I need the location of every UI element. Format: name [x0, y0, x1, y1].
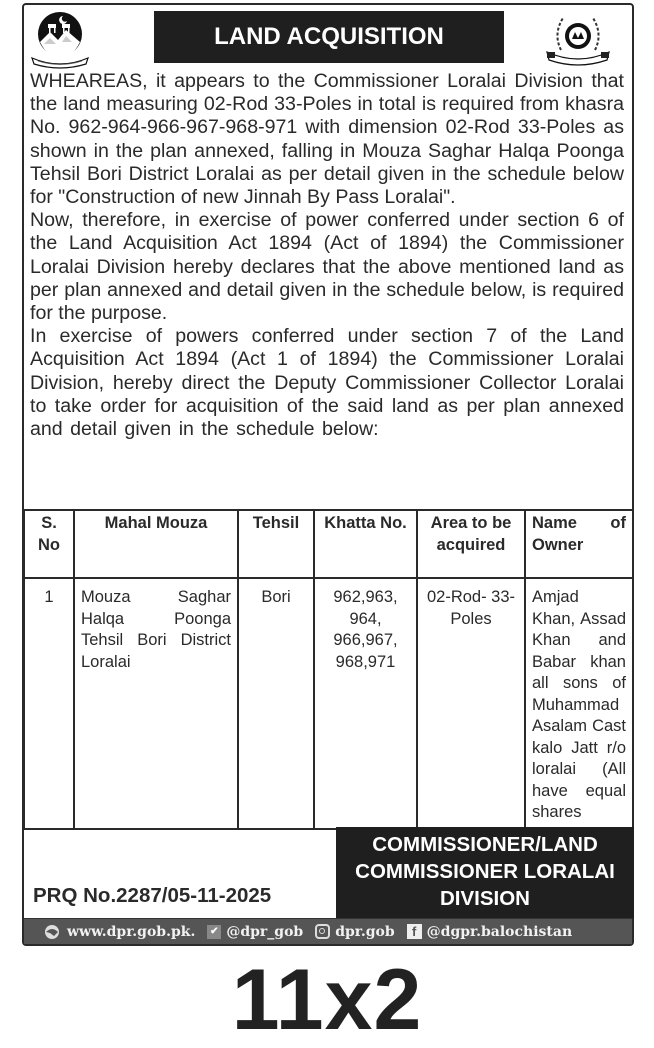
schedule-table [23, 509, 634, 830]
paragraph-whereas: WHEAREAS, it appears to the Commissioner Loralai Division that the land measuring 02-Rod 33-Poles in total is required from khasra No. 962-964-966-967-968-971 with dimension 02-Rod 33-Poles as shown in the plan annexed, falling in Mouza Saghar Halqa Poonga Tehsil Bori District Loralai as per detail given in the schedule below for "Construction of new Jinnah By Pass Loralai". [30, 70, 624, 209]
header-mahal-mouza: Mahal Mouza [74, 510, 238, 578]
notice-body [30, 70, 624, 441]
prq-number: PRQ No.2287/05-11-2025 [33, 884, 272, 907]
cell-sno: 1 [24, 578, 74, 829]
cell-owner: Amjad Khan, Assad Khan and Babar khan all sons of Muhammad Asalam Cast kalo Jatt r/o loralai (All have equal shares [525, 578, 633, 829]
notice-title: LAND ACQUISITION [154, 11, 504, 63]
header-tehsil: Tehsil [238, 510, 314, 578]
instagram-handle[interactable]: dpr.gob [335, 923, 395, 940]
signature-line-3: DIVISION [440, 887, 530, 910]
footer-facebook[interactable] [407, 924, 572, 940]
signature-line-1: COMMISSIONER/LAND [372, 833, 598, 856]
facebook-handle[interactable]: @dgpr.balochistan [426, 923, 573, 940]
footer-instagram[interactable] [315, 924, 394, 940]
facebook-icon: f [407, 924, 422, 939]
header-khatta-no: Khatta No. [314, 510, 417, 578]
footer-website[interactable] [42, 924, 195, 940]
header-owner-owner: Owner [532, 535, 584, 554]
website-link[interactable]: www.dpr.gob.pk. [67, 923, 196, 940]
instagram-icon [315, 924, 330, 939]
table-row [24, 578, 633, 829]
paragraph-section-6: Now, therefore, in exercise of power conferred under section 6 of the Land Acquisition Act 1894 (Act of 1894) the Commissioner Loralai Division hereby declares that the above mentioned land as per plan annexed and detail given in the schedule below, is required for the purpose. [30, 209, 624, 325]
paragraph-section-7: In exercise of powers conferred under section 7 of the Land Acquisition Act 1894 (Act 1 of 1894) the Commissioner Loralai Division, hereby direct the Deputy Commissioner Collector Loralai to take order for acquisition of the said land as per plan annexed and detail given in the schedule below: [30, 325, 624, 441]
twitter-handle[interactable]: @dpr_gob [226, 923, 304, 940]
balochistan-emblem-logo [28, 8, 92, 70]
contact-footer [24, 918, 632, 944]
cell-khatta-no: 962,963, 964, 966,967, 968,971 [314, 578, 417, 829]
header-owner-name: Name [532, 514, 577, 532]
cell-mahal-mouza: Mouza Saghar Halqa Poonga Tehsil Bori District Loralai [74, 578, 238, 829]
header-sno: S. No [24, 510, 74, 578]
signature-line-2: COMMISSIONER LORALAI [355, 860, 615, 883]
footer-twitter[interactable] [207, 924, 303, 940]
table-header-row [24, 510, 633, 578]
header-owner [525, 510, 633, 578]
dpr-emblem-logo [543, 10, 613, 68]
twitter-icon: ✔ [207, 925, 221, 939]
cell-tehsil: Bori [238, 578, 314, 829]
globe-icon [42, 924, 62, 940]
ad-size-label: 11x2 [231, 952, 423, 1048]
header-owner-of: of [610, 514, 626, 532]
signature-block [336, 827, 634, 918]
cell-area: 02-Rod- 33-Poles [417, 578, 525, 829]
header-area: Area to be acquired [417, 510, 525, 578]
